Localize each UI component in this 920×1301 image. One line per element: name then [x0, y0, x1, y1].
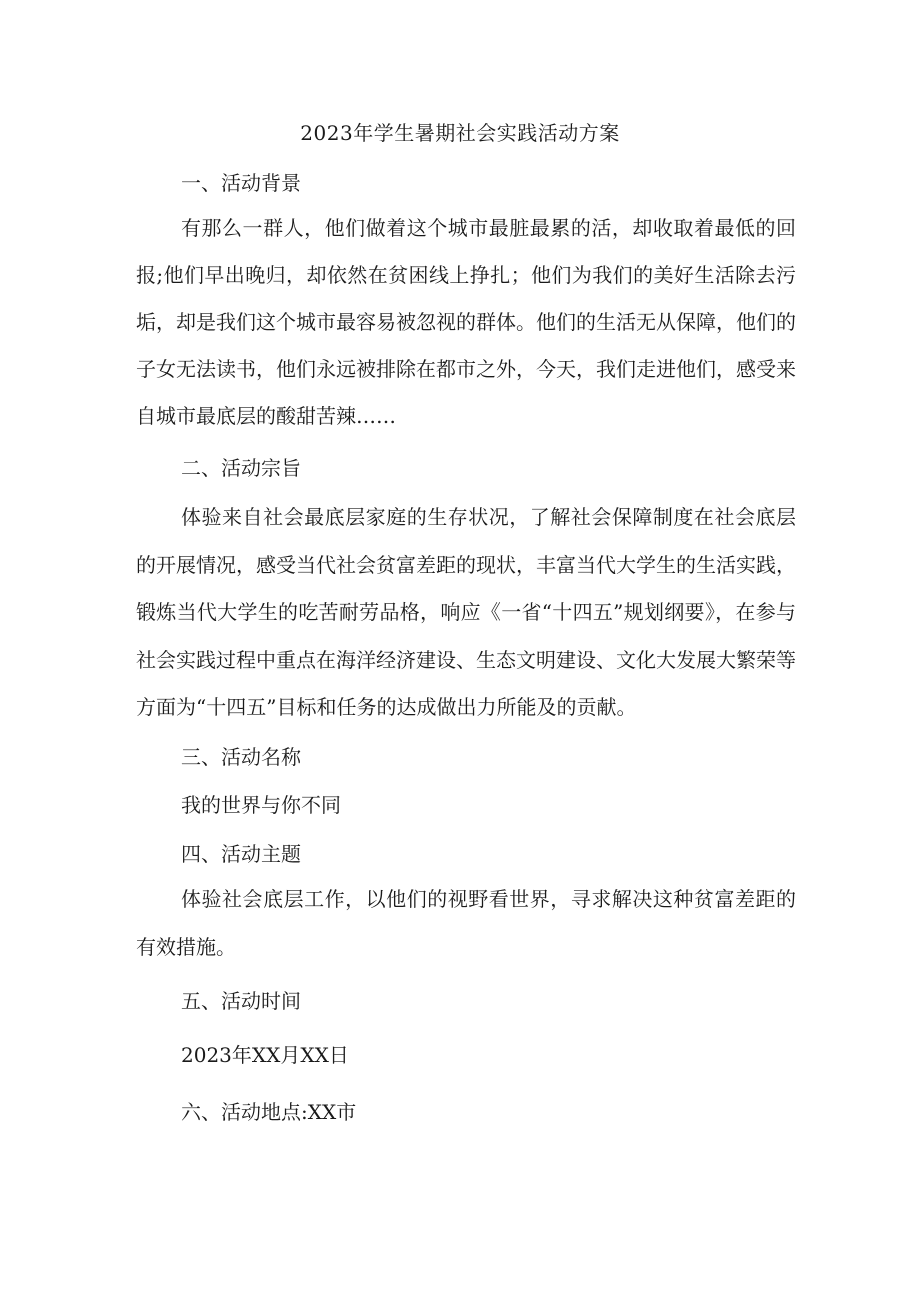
section-heading-background: 一、活动背景 — [181, 171, 301, 195]
section-body-background: 有那么一群人，他们做着这个城市最脏最累的活，却收取着最低的回报;他们早出晚归，却依然在贫困线上挣扎；他们为我们的美好生活除去污垢，却是我们这个城市最容易被忽视的群体。他们的生活无从保障，他们的子女无法读书，他们永远被排除在都市之外，今天，我们走进他们，感受来自城市最底层的酸甜苦辣…… — [136, 216, 796, 428]
section-body-theme: 体验社会底层工作，以他们的视野看世界，寻求解决这种贫富差距的有效措施。 — [136, 887, 796, 959]
section-heading-name: 三、活动名称 — [181, 745, 301, 769]
section-heading-theme: 四、活动主题 — [181, 842, 301, 866]
section-heading-time: 五、活动时间 — [181, 989, 301, 1013]
document-title: 2023年学生暑期社会实践活动方案 — [300, 121, 620, 145]
section-body-purpose: 体验来自社会最底层家庭的生存状况，了解社会保障制度在社会底层的开展情况，感受当代社会贫富差距的现状，丰富当代大学生的生活实践，锻炼当代大学生的吃苦耐劳品格，响应《一省“十四五”规划纲要》，在参与社会实践过程中重点在海洋经济建设、生态文明建设、文化大发展大繁荣等方面为“十四五”目标和任务的达成做出力所能及的贡献。 — [136, 505, 796, 719]
section-body-name: 我的世界与你不同 — [181, 793, 341, 817]
section-heading-purpose: 二、活动宗旨 — [181, 456, 301, 480]
section-heading-location: 六、活动地点:XX市 — [181, 1100, 357, 1124]
section-body-time: 2023年XX月XX日 — [181, 1043, 349, 1067]
